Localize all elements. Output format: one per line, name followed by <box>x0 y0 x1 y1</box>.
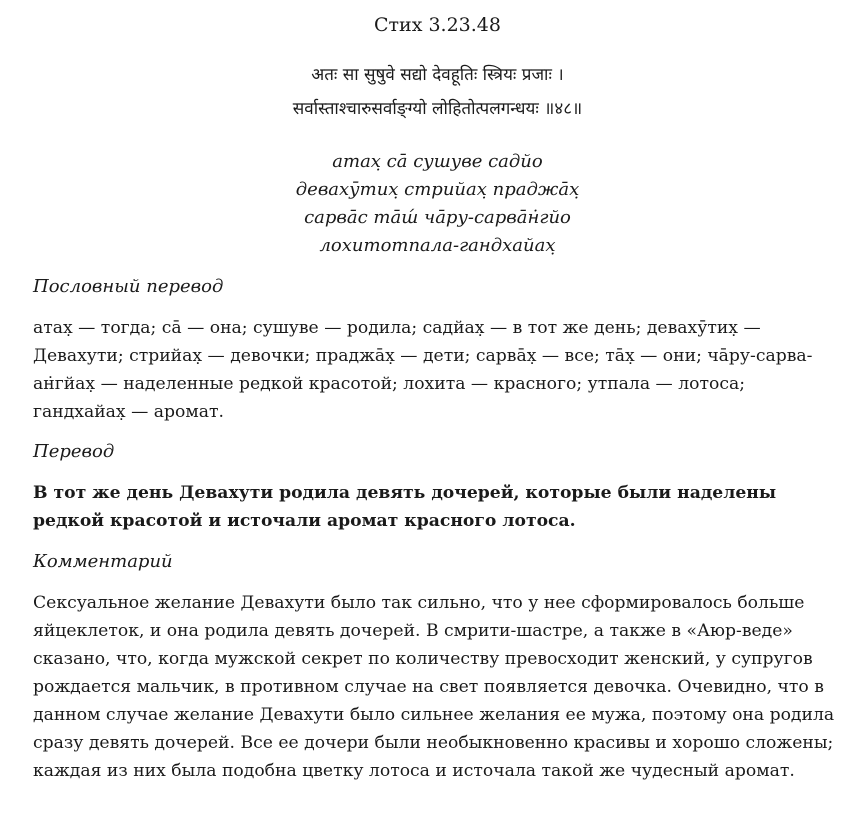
word-for-word-heading: Пословный перевод <box>33 276 224 297</box>
translation-text: В тот же день Девахути родила девять дочерей, которые были наделены редкой красотой и источали аромат красного лотоса. <box>33 483 777 531</box>
word-for-word-text: атах̣ — тогда; са̄ — она; сушуве — родила; садйах̣ — в тот же день; девахӯтих̣ — Девахути; стрийах̣ — девочки; праджа̄х̣ — дети; сарва̄х̣ — все; та̄х̣ — они; ча̄ру-сарва-ан̇гйах̣ — наделенные редкой красотой; лохита — красного; утпала — лотоса; гандхайах̣ — аромат. <box>33 318 813 422</box>
verse-title: Стих 3.23.48 <box>374 14 501 36</box>
devanagari-line-2: सर्वास्ताश्चारुसर्वाङ्‌ग्यो लोहितोत्पलगन्धयः ॥४८॥ <box>292 99 583 119</box>
devanagari-line-1: अतः सा सुषुवे सद्यो देवहूतिः स्त्रियः प्रजाः । <box>311 65 564 85</box>
transliteration-line-4: лохитотпала-гандхайах̣ <box>319 235 556 256</box>
commentary-heading: Комментарий <box>33 551 173 572</box>
transliteration-line-2: девахӯтих̣ стрийах̣ праджа̄х̣ <box>295 179 580 200</box>
commentary-text: Сексуальное желание Девахути было так сильно, что у нее сформировалось больше яйцеклеток, и она родила девять дочерей. В смрити-шастре, а также в «Аюр-веде» сказано, что, когда мужской секрет по количеству превосходит женский, у супругов рождается мальчик, в противном случае на свет появляется девочка. Очевидно, что в данном случае желание Девахути было сильнее желания ее мужа, поэтому она родила сразу девять дочерей. Все ее дочери были необыкновенно красивы и хорошо сложены; каждая из них была подобна цветку лотоса и источала такой же чудесный аромат. <box>33 593 835 781</box>
transliteration-line-3: сарва̄с та̄ш́ ча̄ру-сарва̄н̇гйо <box>304 207 571 228</box>
transliteration <box>33 148 842 260</box>
devanagari-text <box>33 58 842 126</box>
transliteration-line-1: атах̣ са̄ сушуве садйо <box>332 151 543 172</box>
translation-heading: Перевод <box>33 441 115 462</box>
